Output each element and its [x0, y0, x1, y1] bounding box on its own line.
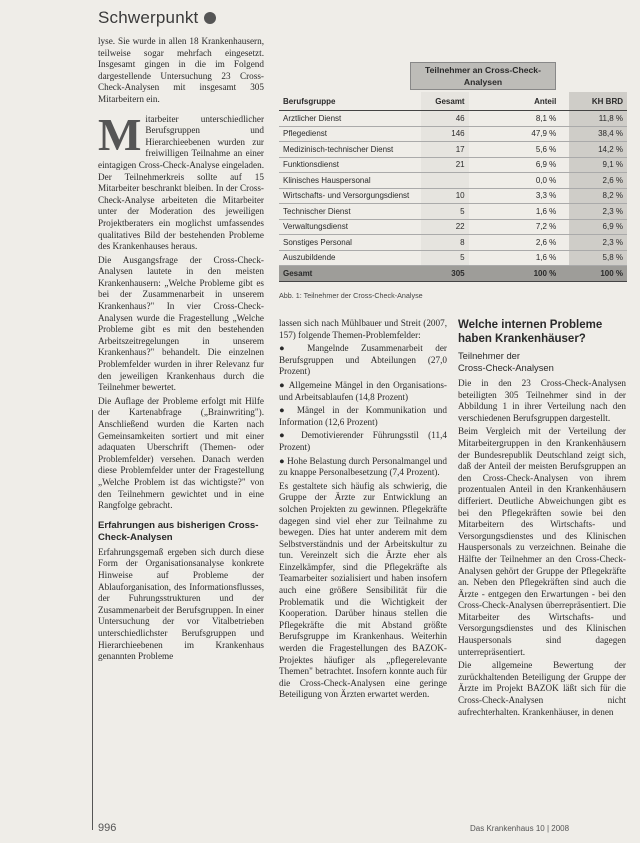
cell-kh-brd: 9,1 % — [569, 157, 627, 173]
section-title: Schwerpunkt — [98, 8, 199, 27]
middle-bullet-4: ● Demotivierender Führungsstil (11,4 Prozent) — [279, 430, 447, 453]
table-row — [279, 219, 627, 235]
section-header — [98, 8, 216, 28]
right-subtitle-line-2: Cross-Check-Analysen — [458, 362, 554, 373]
cell-gesamt: 5 — [421, 204, 469, 220]
table-row — [279, 188, 627, 204]
cell-kh-brd: 14,2 % — [569, 142, 627, 158]
left-para-1 — [98, 108, 264, 253]
right-column — [458, 318, 626, 720]
cell-anteil: 5,6 % — [469, 142, 561, 158]
cell-kh-brd: 5,8 % — [569, 250, 627, 266]
cell-anteil: 6,9 % — [469, 157, 561, 173]
table-row — [279, 235, 627, 251]
right-subtitle — [458, 350, 626, 374]
table-caption-line-2: Analysen — [463, 77, 503, 87]
cell-gesamt: 21 — [421, 157, 469, 173]
middle-column — [279, 318, 447, 703]
left-para-4: Erfahrungsgemaß ergeben sich durch diese Form der Organisationsanalyse konkrete Hinweise auf Probleme der Ablauforganisation, des Informationsflusses, der Fuhrungsstrukturen und der Zusammenarbeit der Berufsgruppen. In einer Untersuchung der vor Vitalbetrieben unterschiedlichster Berufsgruppen und Hierarchieebenen im Krankenhaus genannten Probleme — [98, 546, 264, 662]
left-subhead: Erfahrungen aus bisherigen Cross-Check-Analysen — [98, 519, 259, 543]
middle-bullet-2: ● Allgemeine Mängel in den Organisations- und Arbeitsablaufen (14,8 Prozent) — [279, 380, 447, 403]
middle-para: Es gestaltete sich häufig als schwierig, die Gruppe der Ärzte zur Entwicklung an solchen Projekten zu gewinnen. Pflegekräfte dagegen sind viel eher zur Teilnahme zu bewegen. Dies hat unter anderem mit dem Selbstverständnis und der Arbeitskultur zu tun. Vereinzelt sich die Ärzte eher als Einzelkämpfer, sind die Pflegekräfte als Teamarbeiter sozialisiert und haben insofern auch eine größere Sensibilität für die Problematik und die Wichtigkeit der Kooperation. Darüber hinaus stellen die Pflegekräfte die mit Abstand größte Berufsgruppe im Krankenhaus. Weiterhin werden die Fragestellungen des BAZOK-Projektes häufiger als „pflegerelevante Themen" betrachtet. Insofern konnte auch für die Cross-Check-Analysen eine geringe Beteiligung von Ärzten erwartet werden. — [279, 480, 447, 700]
cell-anteil: 1,6 % — [469, 204, 561, 220]
cell-gesamt: 17 — [421, 142, 469, 158]
cell-gesamt: 22 — [421, 219, 469, 235]
table-row — [279, 126, 627, 142]
cell-gesamt: 8 — [421, 235, 469, 251]
cell-anteil: 0,0 % — [469, 173, 561, 189]
cell-anteil: 100 % — [469, 266, 561, 282]
right-title: Welche internen Probleme haben Krankenhäuser? — [458, 319, 603, 345]
col-header-anteil: Anteil — [469, 92, 561, 111]
cell-berufsgruppe: Wirtschafts- und Versorgungsdienst — [279, 188, 421, 204]
table-body — [279, 111, 627, 282]
margin-rule — [92, 410, 93, 830]
cell-berufsgruppe: Auszubildende — [279, 250, 421, 266]
cell-kh-brd: 8,2 % — [569, 188, 627, 204]
col-header-gesamt: Gesamt — [421, 92, 469, 111]
cell-anteil: 7,2 % — [469, 219, 561, 235]
cell-kh-brd: 6,9 % — [569, 219, 627, 235]
left-para-3: Die Auflage der Probleme erfolgt mit Hilfe der Kartenabfrage („Brainwriting"). Anschließend wurden die Karten nach Gemeinsamkeiten sortiert und mit einer adaquaten Uberschrift (Themen- oder Problemfelder) versehen. Danach werden diese Problemfelder unter der Fragestellung „Welche Problem ist das wichtigste?" von den Teilnehmern gewichtet und in eine Rangfolge gebracht. — [98, 395, 264, 511]
table-note: Abb. 1: Teilnehmer der Cross-Check-Analyse — [279, 291, 423, 300]
cell-berufsgruppe: Sonstiges Personal — [279, 235, 421, 251]
cell-berufsgruppe: Funktionsdienst — [279, 157, 421, 173]
col-header-kh-brd: KH BRD — [569, 92, 627, 111]
cell-anteil: 8,1 % — [469, 111, 561, 127]
right-para-3: Die allgemeine Bewertung der zurückhaltenden Beteiligung der Gruppe der Ärzte im Projekt BAZOK läßt sich für die Cross-Check-Analysen nicht aufrechterhalten. Krankenhäuser, in denen — [458, 660, 626, 717]
journal-footer: Das Krankenhaus 10 | 2008 — [470, 824, 570, 833]
cell-gesamt — [421, 173, 469, 189]
cell-anteil: 1,6 % — [469, 250, 561, 266]
cell-anteil: 2,6 % — [469, 235, 561, 251]
right-para-1: Die in den 23 Cross-Check-Analysen beteiligten 305 Teilnehmer sind in der Abbildung 1 in ihrer Verteilung nach den verschiedenen Berufsgruppen dargestellt. — [458, 378, 626, 423]
middle-bullet-5: ● Hohe Belastung durch Personalmangel und zu knappe Personalbesetzung (7,4 Prozent). — [279, 456, 447, 479]
right-para-2: Beim Vergleich mit der Verteilung der Mitarbeitergruppen in den Krankenhäusern der Bundesrepublik Deutschland zeigt sich, daß der Anteil der meisten Berufsgruppen an den Cross-Check-Analysen von ihrem prozentualen Anteil in den Krankenhäusern differiert. Deutliche Abweichungen gibt es bei den Pflegekräften sowie bei den Mitarbeitern des Wirtschafts- und Versorgungsdienstes und des Klinischen Hauspersonals zu verzeichnen. Beinahe die Hälfte der Teilnehmer an den Cross-Check-Analysen gehört der Gruppe der Pflegekräfte an. Neben den Pflegekräften sind auch die Ärzte - entgegen den Erwartungen - bei den Cross-Check-Analysen überrepräsentiert. Die Mitarbeiter des Wirtschafts- und Versorgungsdienstes und des Klinischen Hauspersonals sind dagegen unterrepräsentiert. — [458, 426, 626, 657]
cell-kh-brd: 2,3 % — [569, 235, 627, 251]
cell-gesamt: 305 — [421, 266, 469, 282]
left-intro: lyse. Sie wurde in allen 18 Krankenhausern, teilweise sogar mehrfach eingesetzt. Insgesamt gingen in die im Folgend dargestellende Untersuchung 23 Cross-Check-Analysen mit insgesamt 305 Mitarbeitern ein. — [98, 36, 264, 104]
table-row — [279, 142, 627, 158]
cell-gesamt: 5 — [421, 250, 469, 266]
cell-gesamt: 146 — [421, 126, 469, 142]
middle-bullet-3: ● Mängel in der Kommunikation und Information (12,6 Prozent) — [279, 405, 447, 428]
cell-kh-brd: 2,3 % — [569, 204, 627, 220]
cell-kh-brd: 100 % — [569, 266, 627, 282]
table-row — [279, 157, 627, 173]
cell-gesamt: 46 — [421, 111, 469, 127]
table-row — [279, 173, 627, 189]
table-total-row — [279, 266, 627, 282]
cell-berufsgruppe: Klinisches Hauspersonal — [279, 173, 421, 189]
table-header-row — [279, 92, 627, 111]
table-caption-line-1: Teilnehmer an Cross-Check- — [425, 65, 541, 75]
cell-kh-brd: 2,6 % — [569, 173, 627, 189]
cell-anteil: 3,3 % — [469, 188, 561, 204]
middle-intro: lassen sich nach Mühlbauer und Streit (2007, 157) folgende Themen-Problemfelder: — [279, 318, 447, 340]
cell-berufsgruppe: Arztlicher Dienst — [279, 111, 421, 127]
cell-kh-brd: 11,8 % — [569, 111, 627, 127]
table-row — [279, 250, 627, 266]
cell-berufsgruppe: Gesamt — [279, 266, 421, 282]
left-column — [98, 36, 264, 665]
cell-berufsgruppe: Technischer Dienst — [279, 204, 421, 220]
cell-berufsgruppe: Pflegedienst — [279, 126, 421, 142]
header-bullet-icon — [204, 12, 216, 24]
right-subtitle-line-1: Teilnehmer der — [458, 350, 521, 361]
left-para-2: Die Ausgangsfrage der Cross-Check-Analysen lautete in den meisten Krankenhausern: „Welche Probleme gibt es bei der Zusammenarbeit in unserem Krankenhaus?" In vier Cross-Check-Analysen wurde die Fragestellung „Welche Probleme gibt es mit den bestehenden Arbeitszeitregelungen in unserem Krankenhaus?" behandelt. Die einzelnen Problemfelder wurden in ihrer Relevanz fur den jeweiligen Krankenhaus durch die Teilnehmer bewertet. — [98, 254, 264, 393]
table-caption — [410, 62, 556, 90]
cell-anteil: 47,9 % — [469, 126, 561, 142]
cell-kh-brd: 38,4 % — [569, 126, 627, 142]
participants-table — [279, 92, 627, 282]
table-row — [279, 111, 627, 127]
cell-berufsgruppe: Verwaltungsdienst — [279, 219, 421, 235]
page-number: 996 — [98, 822, 117, 834]
drop-cap: M — [98, 108, 142, 160]
table-row — [279, 204, 627, 220]
col-header-berufsgruppe: Berufsgruppe — [279, 92, 421, 111]
cell-gesamt: 10 — [421, 188, 469, 204]
left-para-1-text: itarbeiter unterschiedlicher Berufsgruppen und Hierarchieebenen wurden zur freiwilligen Teilnahme an einer eintagigen Cross-Check-Analyse eingeladen. Der Teilnehmerkreis sollte auf 15 Mitarbeiter beschrankt bleiben. In der Cross-Check-Analyse arbeiteten die Mitarbeiter unter der Moderation des jeweiligen Projektberaters ein moglichst umfassendes qualitatives Bild der bestehenden Probleme des Krankenhauses heraus. — [98, 113, 264, 252]
cell-berufsgruppe: Medizinisch-technischer Dienst — [279, 142, 421, 158]
middle-bullet-1: ● Mangelnde Zusammenarbeit der Berufsgruppen und Abteilungen (27,0 Prozent) — [279, 343, 447, 378]
